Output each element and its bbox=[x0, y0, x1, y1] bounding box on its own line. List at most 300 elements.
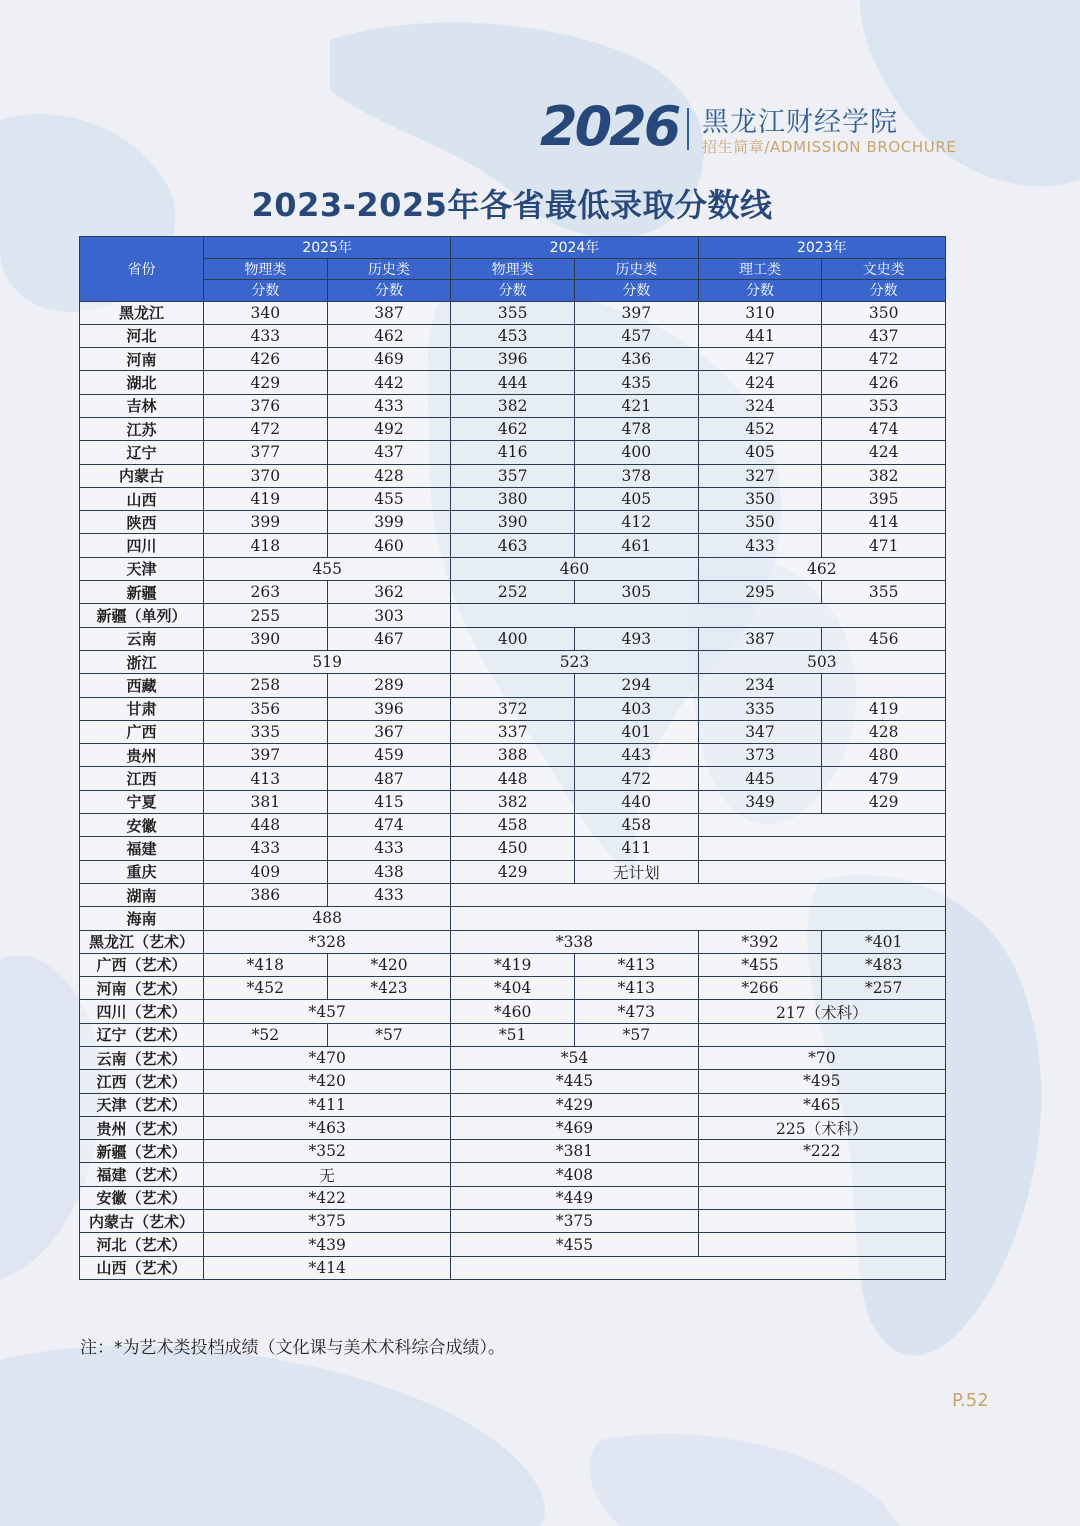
subject-header: 物理类 bbox=[451, 258, 575, 280]
province-cell: 辽宁 bbox=[80, 441, 204, 464]
score-cell bbox=[698, 860, 945, 883]
score-cell: 419 bbox=[204, 487, 328, 510]
table-row bbox=[80, 814, 946, 837]
score-cell: *328 bbox=[204, 930, 451, 953]
score-cell: 400 bbox=[574, 441, 698, 464]
table-row bbox=[80, 907, 946, 930]
province-cell: 黑龙江 bbox=[80, 301, 204, 324]
table-row bbox=[80, 1000, 946, 1023]
score-cell: 349 bbox=[698, 790, 822, 813]
score-cell: 415 bbox=[327, 790, 451, 813]
score-cell: *423 bbox=[327, 977, 451, 1000]
province-cell: 四川 bbox=[80, 534, 204, 557]
score-cell: 492 bbox=[327, 417, 451, 440]
score-cell: 405 bbox=[574, 487, 698, 510]
score-cell: 418 bbox=[204, 534, 328, 557]
score-cell bbox=[451, 604, 946, 627]
score-cell: 397 bbox=[574, 301, 698, 324]
province-cell: 宁夏 bbox=[80, 790, 204, 813]
score-label: 分数 bbox=[327, 280, 451, 302]
table-row bbox=[80, 487, 946, 510]
province-cell: 河北（艺术） bbox=[80, 1233, 204, 1256]
table-row bbox=[80, 930, 946, 953]
table-row bbox=[80, 417, 946, 440]
province-cell: 山西 bbox=[80, 487, 204, 510]
score-cell: 414 bbox=[822, 511, 946, 534]
score-cell: 310 bbox=[698, 301, 822, 324]
table-row bbox=[80, 1023, 946, 1046]
score-cell: 258 bbox=[204, 674, 328, 697]
score-cell bbox=[822, 674, 946, 697]
subject-header: 历史类 bbox=[327, 258, 451, 280]
score-cell: 453 bbox=[451, 324, 575, 347]
province-cell: 广西 bbox=[80, 720, 204, 743]
province-cell: 福建（艺术） bbox=[80, 1163, 204, 1186]
table-row bbox=[80, 1210, 946, 1233]
score-cell: 448 bbox=[204, 814, 328, 837]
score-cell: *411 bbox=[204, 1093, 451, 1116]
score-cell: *57 bbox=[574, 1023, 698, 1046]
score-cell: 305 bbox=[574, 581, 698, 604]
score-cell: 381 bbox=[204, 790, 328, 813]
table-row bbox=[80, 674, 946, 697]
score-cell: 255 bbox=[204, 604, 328, 627]
score-cell: 401 bbox=[574, 720, 698, 743]
score-cell: *465 bbox=[698, 1093, 945, 1116]
score-cell: 424 bbox=[822, 441, 946, 464]
score-cell: 376 bbox=[204, 394, 328, 417]
score-cell: 289 bbox=[327, 674, 451, 697]
score-cell bbox=[451, 1256, 946, 1279]
table-row bbox=[80, 604, 946, 627]
score-cell: 429 bbox=[204, 371, 328, 394]
province-cell: 贵州 bbox=[80, 744, 204, 767]
score-cell: 472 bbox=[574, 767, 698, 790]
score-cell: 367 bbox=[327, 720, 451, 743]
score-cell: 479 bbox=[822, 767, 946, 790]
score-cell: 458 bbox=[574, 814, 698, 837]
table-row bbox=[80, 371, 946, 394]
score-cell: 387 bbox=[327, 301, 451, 324]
score-cell: 263 bbox=[204, 581, 328, 604]
score-cell: *422 bbox=[204, 1186, 451, 1209]
score-cell: 441 bbox=[698, 324, 822, 347]
score-cell: *266 bbox=[698, 977, 822, 1000]
score-cell: 382 bbox=[822, 464, 946, 487]
score-cell bbox=[451, 907, 946, 930]
score-cell: 427 bbox=[698, 348, 822, 371]
score-cell: *352 bbox=[204, 1140, 451, 1163]
score-cell: 428 bbox=[327, 464, 451, 487]
score-cell: 424 bbox=[698, 371, 822, 394]
table-row bbox=[80, 883, 946, 906]
score-cell: 458 bbox=[451, 814, 575, 837]
score-cell: 252 bbox=[451, 581, 575, 604]
score-cell bbox=[698, 1163, 945, 1186]
table-row bbox=[80, 348, 946, 371]
province-cell: 内蒙古 bbox=[80, 464, 204, 487]
score-cell: 373 bbox=[698, 744, 822, 767]
score-cell: 437 bbox=[822, 324, 946, 347]
score-cell: 421 bbox=[574, 394, 698, 417]
score-cell: 303 bbox=[327, 604, 451, 627]
province-cell: 江西（艺术） bbox=[80, 1070, 204, 1093]
table-row bbox=[80, 720, 946, 743]
province-cell: 湖南 bbox=[80, 883, 204, 906]
score-cell: 337 bbox=[451, 720, 575, 743]
score-cell: 429 bbox=[822, 790, 946, 813]
score-cell: *401 bbox=[822, 930, 946, 953]
score-cell: 411 bbox=[574, 837, 698, 860]
table-row bbox=[80, 860, 946, 883]
province-cell: 辽宁（艺术） bbox=[80, 1023, 204, 1046]
table-row bbox=[80, 697, 946, 720]
score-cell: 429 bbox=[451, 860, 575, 883]
score-cell: *419 bbox=[451, 953, 575, 976]
score-cell: *381 bbox=[451, 1140, 698, 1163]
score-cell: 462 bbox=[327, 324, 451, 347]
province-cell: 新疆（单列） bbox=[80, 604, 204, 627]
province-cell: 黑龙江（艺术） bbox=[80, 930, 204, 953]
score-cell: *404 bbox=[451, 977, 575, 1000]
score-cell: *445 bbox=[451, 1070, 698, 1093]
score-cell: 503 bbox=[698, 650, 945, 673]
score-cell: *473 bbox=[574, 1000, 698, 1023]
province-cell: 天津（艺术） bbox=[80, 1093, 204, 1116]
table-row bbox=[80, 744, 946, 767]
province-cell: 吉林 bbox=[80, 394, 204, 417]
score-cell: *418 bbox=[204, 953, 328, 976]
score-cell: 467 bbox=[327, 627, 451, 650]
school-name: 黑龙江财经学院 bbox=[702, 107, 898, 138]
score-cell: 442 bbox=[327, 371, 451, 394]
score-cell: 370 bbox=[204, 464, 328, 487]
score-cell: 438 bbox=[327, 860, 451, 883]
subject-header: 理工类 bbox=[698, 258, 822, 280]
brochure-label: 招生简章/ADMISSION BROCHURE bbox=[702, 138, 957, 156]
score-cell: 234 bbox=[698, 674, 822, 697]
score-cell: 347 bbox=[698, 720, 822, 743]
score-cell: 340 bbox=[204, 301, 328, 324]
score-cell: 419 bbox=[822, 697, 946, 720]
score-cell: 433 bbox=[327, 883, 451, 906]
score-cell: 428 bbox=[822, 720, 946, 743]
score-cell: 355 bbox=[822, 581, 946, 604]
province-cell: 四川（艺术） bbox=[80, 1000, 204, 1023]
province-cell: 海南 bbox=[80, 907, 204, 930]
province-cell: 安徽 bbox=[80, 814, 204, 837]
table-row bbox=[80, 301, 946, 324]
score-cell: *51 bbox=[451, 1023, 575, 1046]
score-label: 分数 bbox=[451, 280, 575, 302]
score-cell: 372 bbox=[451, 697, 575, 720]
score-cell: 416 bbox=[451, 441, 575, 464]
province-cell: 河南（艺术） bbox=[80, 977, 204, 1000]
score-cell: 355 bbox=[451, 301, 575, 324]
table-row bbox=[80, 441, 946, 464]
score-label: 分数 bbox=[204, 280, 328, 302]
score-cell: 405 bbox=[698, 441, 822, 464]
table-row bbox=[80, 511, 946, 534]
score-cell: 436 bbox=[574, 348, 698, 371]
score-cell: 456 bbox=[822, 627, 946, 650]
score-cell bbox=[698, 1210, 945, 1233]
score-cell: 433 bbox=[698, 534, 822, 557]
score-cell: *463 bbox=[204, 1116, 451, 1139]
score-cell: *338 bbox=[451, 930, 698, 953]
province-cell: 云南（艺术） bbox=[80, 1047, 204, 1070]
score-cell: 225（术科） bbox=[698, 1116, 945, 1139]
score-cell: 382 bbox=[451, 790, 575, 813]
score-cell: 350 bbox=[822, 301, 946, 324]
score-cell: 463 bbox=[451, 534, 575, 557]
score-cell: 460 bbox=[327, 534, 451, 557]
score-cell: 294 bbox=[574, 674, 698, 697]
score-cell: 327 bbox=[698, 464, 822, 487]
score-cell: 487 bbox=[327, 767, 451, 790]
score-cell: *455 bbox=[698, 953, 822, 976]
score-cell: 357 bbox=[451, 464, 575, 487]
table-row bbox=[80, 837, 946, 860]
score-cell: *455 bbox=[451, 1233, 698, 1256]
score-cell: 523 bbox=[451, 650, 698, 673]
table-row bbox=[80, 977, 946, 1000]
score-cell: 433 bbox=[204, 837, 328, 860]
score-cell: 390 bbox=[204, 627, 328, 650]
score-cell: 388 bbox=[451, 744, 575, 767]
score-cell: 396 bbox=[451, 348, 575, 371]
score-cell: *469 bbox=[451, 1116, 698, 1139]
score-cell: 461 bbox=[574, 534, 698, 557]
table-row bbox=[80, 1047, 946, 1070]
year-header: 2023年 bbox=[698, 237, 945, 259]
score-cell bbox=[698, 1023, 945, 1046]
province-cell: 内蒙古（艺术） bbox=[80, 1210, 204, 1233]
score-cell: *457 bbox=[204, 1000, 451, 1023]
score-cell: 382 bbox=[451, 394, 575, 417]
score-cell bbox=[698, 1186, 945, 1209]
score-cell: 440 bbox=[574, 790, 698, 813]
province-cell: 重庆 bbox=[80, 860, 204, 883]
score-cell: 462 bbox=[698, 557, 945, 580]
score-cell: 295 bbox=[698, 581, 822, 604]
province-cell: 山西（艺术） bbox=[80, 1256, 204, 1279]
score-cell: 472 bbox=[822, 348, 946, 371]
score-cell: 519 bbox=[204, 650, 451, 673]
logo-year: 2026 bbox=[540, 95, 679, 158]
table-row bbox=[80, 324, 946, 347]
score-cell: 无计划 bbox=[574, 860, 698, 883]
score-cell: 350 bbox=[698, 511, 822, 534]
table-row bbox=[80, 464, 946, 487]
score-cell: 443 bbox=[574, 744, 698, 767]
footnote: 注：*为艺术类投档成绩（文化课与美术术科综合成绩）。 bbox=[80, 1338, 505, 1358]
score-cell: 478 bbox=[574, 417, 698, 440]
score-cell: 474 bbox=[822, 417, 946, 440]
table-row bbox=[80, 1070, 946, 1093]
score-cell: 472 bbox=[204, 417, 328, 440]
score-cell: 386 bbox=[204, 883, 328, 906]
province-cell: 西藏 bbox=[80, 674, 204, 697]
score-cell: 444 bbox=[451, 371, 575, 394]
score-cell bbox=[451, 674, 575, 697]
score-cell: 380 bbox=[451, 487, 575, 510]
score-cell: *392 bbox=[698, 930, 822, 953]
score-cell: 217（术科） bbox=[698, 1000, 945, 1023]
province-cell: 广西（艺术） bbox=[80, 953, 204, 976]
score-cell: *52 bbox=[204, 1023, 328, 1046]
score-cell: 350 bbox=[698, 487, 822, 510]
score-cell: *495 bbox=[698, 1070, 945, 1093]
score-cell: 480 bbox=[822, 744, 946, 767]
score-cell: 459 bbox=[327, 744, 451, 767]
score-cell: 471 bbox=[822, 534, 946, 557]
province-cell: 云南 bbox=[80, 627, 204, 650]
subject-header: 文史类 bbox=[822, 258, 946, 280]
admission-score-table bbox=[79, 236, 946, 1280]
score-cell: 457 bbox=[574, 324, 698, 347]
score-cell: *413 bbox=[574, 953, 698, 976]
page-number: P.52 bbox=[952, 1390, 989, 1411]
score-cell: 493 bbox=[574, 627, 698, 650]
score-cell: 335 bbox=[204, 720, 328, 743]
score-cell: 399 bbox=[204, 511, 328, 534]
score-cell bbox=[698, 814, 945, 837]
score-cell: *483 bbox=[822, 953, 946, 976]
table-row bbox=[80, 627, 946, 650]
score-cell: 433 bbox=[204, 324, 328, 347]
score-cell: 403 bbox=[574, 697, 698, 720]
score-cell: *420 bbox=[204, 1070, 451, 1093]
score-cell: 324 bbox=[698, 394, 822, 417]
score-cell: *54 bbox=[451, 1047, 698, 1070]
score-cell: *460 bbox=[451, 1000, 575, 1023]
province-cell: 湖北 bbox=[80, 371, 204, 394]
province-header: 省份 bbox=[80, 237, 204, 302]
province-cell: 福建 bbox=[80, 837, 204, 860]
score-cell: 426 bbox=[204, 348, 328, 371]
table-row bbox=[80, 953, 946, 976]
table-row bbox=[80, 790, 946, 813]
table-row bbox=[80, 581, 946, 604]
table-row bbox=[80, 534, 946, 557]
score-cell: *429 bbox=[451, 1093, 698, 1116]
score-cell: 395 bbox=[822, 487, 946, 510]
score-cell: 413 bbox=[204, 767, 328, 790]
province-cell: 甘肃 bbox=[80, 697, 204, 720]
score-cell bbox=[698, 837, 945, 860]
table-row bbox=[80, 1186, 946, 1209]
province-cell: 新疆 bbox=[80, 581, 204, 604]
score-cell: 397 bbox=[204, 744, 328, 767]
score-cell: *452 bbox=[204, 977, 328, 1000]
subject-header: 物理类 bbox=[204, 258, 328, 280]
score-cell: 474 bbox=[327, 814, 451, 837]
year-header: 2024年 bbox=[451, 237, 698, 259]
table-row bbox=[80, 557, 946, 580]
table-row bbox=[80, 1116, 946, 1139]
province-cell: 浙江 bbox=[80, 650, 204, 673]
score-cell: 390 bbox=[451, 511, 575, 534]
score-cell: 378 bbox=[574, 464, 698, 487]
score-cell: 无 bbox=[204, 1163, 451, 1186]
score-cell: 387 bbox=[698, 627, 822, 650]
score-cell: 433 bbox=[327, 837, 451, 860]
province-cell: 河北 bbox=[80, 324, 204, 347]
province-cell: 天津 bbox=[80, 557, 204, 580]
score-cell: 450 bbox=[451, 837, 575, 860]
table-header bbox=[80, 237, 946, 302]
subject-header: 历史类 bbox=[574, 258, 698, 280]
score-cell: 452 bbox=[698, 417, 822, 440]
score-cell: 445 bbox=[698, 767, 822, 790]
score-cell: 455 bbox=[327, 487, 451, 510]
score-cell: 448 bbox=[451, 767, 575, 790]
table-row bbox=[80, 394, 946, 417]
province-cell: 江西 bbox=[80, 767, 204, 790]
table-row bbox=[80, 767, 946, 790]
score-cell: *257 bbox=[822, 977, 946, 1000]
score-label: 分数 bbox=[822, 280, 946, 302]
score-cell: 437 bbox=[327, 441, 451, 464]
score-cell: 400 bbox=[451, 627, 575, 650]
table-row bbox=[80, 650, 946, 673]
score-cell: 488 bbox=[204, 907, 451, 930]
score-cell: 399 bbox=[327, 511, 451, 534]
score-cell: *375 bbox=[204, 1210, 451, 1233]
year-header: 2025年 bbox=[204, 237, 451, 259]
province-cell: 安徽（艺术） bbox=[80, 1186, 204, 1209]
table-row bbox=[80, 1256, 946, 1279]
score-label: 分数 bbox=[698, 280, 822, 302]
score-cell: 455 bbox=[204, 557, 451, 580]
score-cell: *57 bbox=[327, 1023, 451, 1046]
province-cell: 贵州（艺术） bbox=[80, 1116, 204, 1139]
province-cell: 新疆（艺术） bbox=[80, 1140, 204, 1163]
score-cell: *413 bbox=[574, 977, 698, 1000]
score-cell: *414 bbox=[204, 1256, 451, 1279]
score-cell: *222 bbox=[698, 1140, 945, 1163]
score-cell: 426 bbox=[822, 371, 946, 394]
score-cell: 377 bbox=[204, 441, 328, 464]
score-cell: 412 bbox=[574, 511, 698, 534]
score-cell: *375 bbox=[451, 1210, 698, 1233]
score-cell: *449 bbox=[451, 1186, 698, 1209]
table-row bbox=[80, 1163, 946, 1186]
score-cell bbox=[698, 1233, 945, 1256]
table-row bbox=[80, 1093, 946, 1116]
score-cell: 353 bbox=[822, 394, 946, 417]
province-cell: 江苏 bbox=[80, 417, 204, 440]
table-row bbox=[80, 1233, 946, 1256]
score-cell: *420 bbox=[327, 953, 451, 976]
score-cell: 335 bbox=[698, 697, 822, 720]
score-cell: *439 bbox=[204, 1233, 451, 1256]
score-cell: 396 bbox=[327, 697, 451, 720]
score-cell: 462 bbox=[451, 417, 575, 440]
logo-divider bbox=[687, 108, 689, 150]
score-cell: 356 bbox=[204, 697, 328, 720]
score-cell: *70 bbox=[698, 1047, 945, 1070]
table-row bbox=[80, 1140, 946, 1163]
score-cell: *408 bbox=[451, 1163, 698, 1186]
province-cell: 陕西 bbox=[80, 511, 204, 534]
score-cell: *470 bbox=[204, 1047, 451, 1070]
score-label: 分数 bbox=[574, 280, 698, 302]
score-cell: 469 bbox=[327, 348, 451, 371]
score-cell: 362 bbox=[327, 581, 451, 604]
score-cell: 409 bbox=[204, 860, 328, 883]
